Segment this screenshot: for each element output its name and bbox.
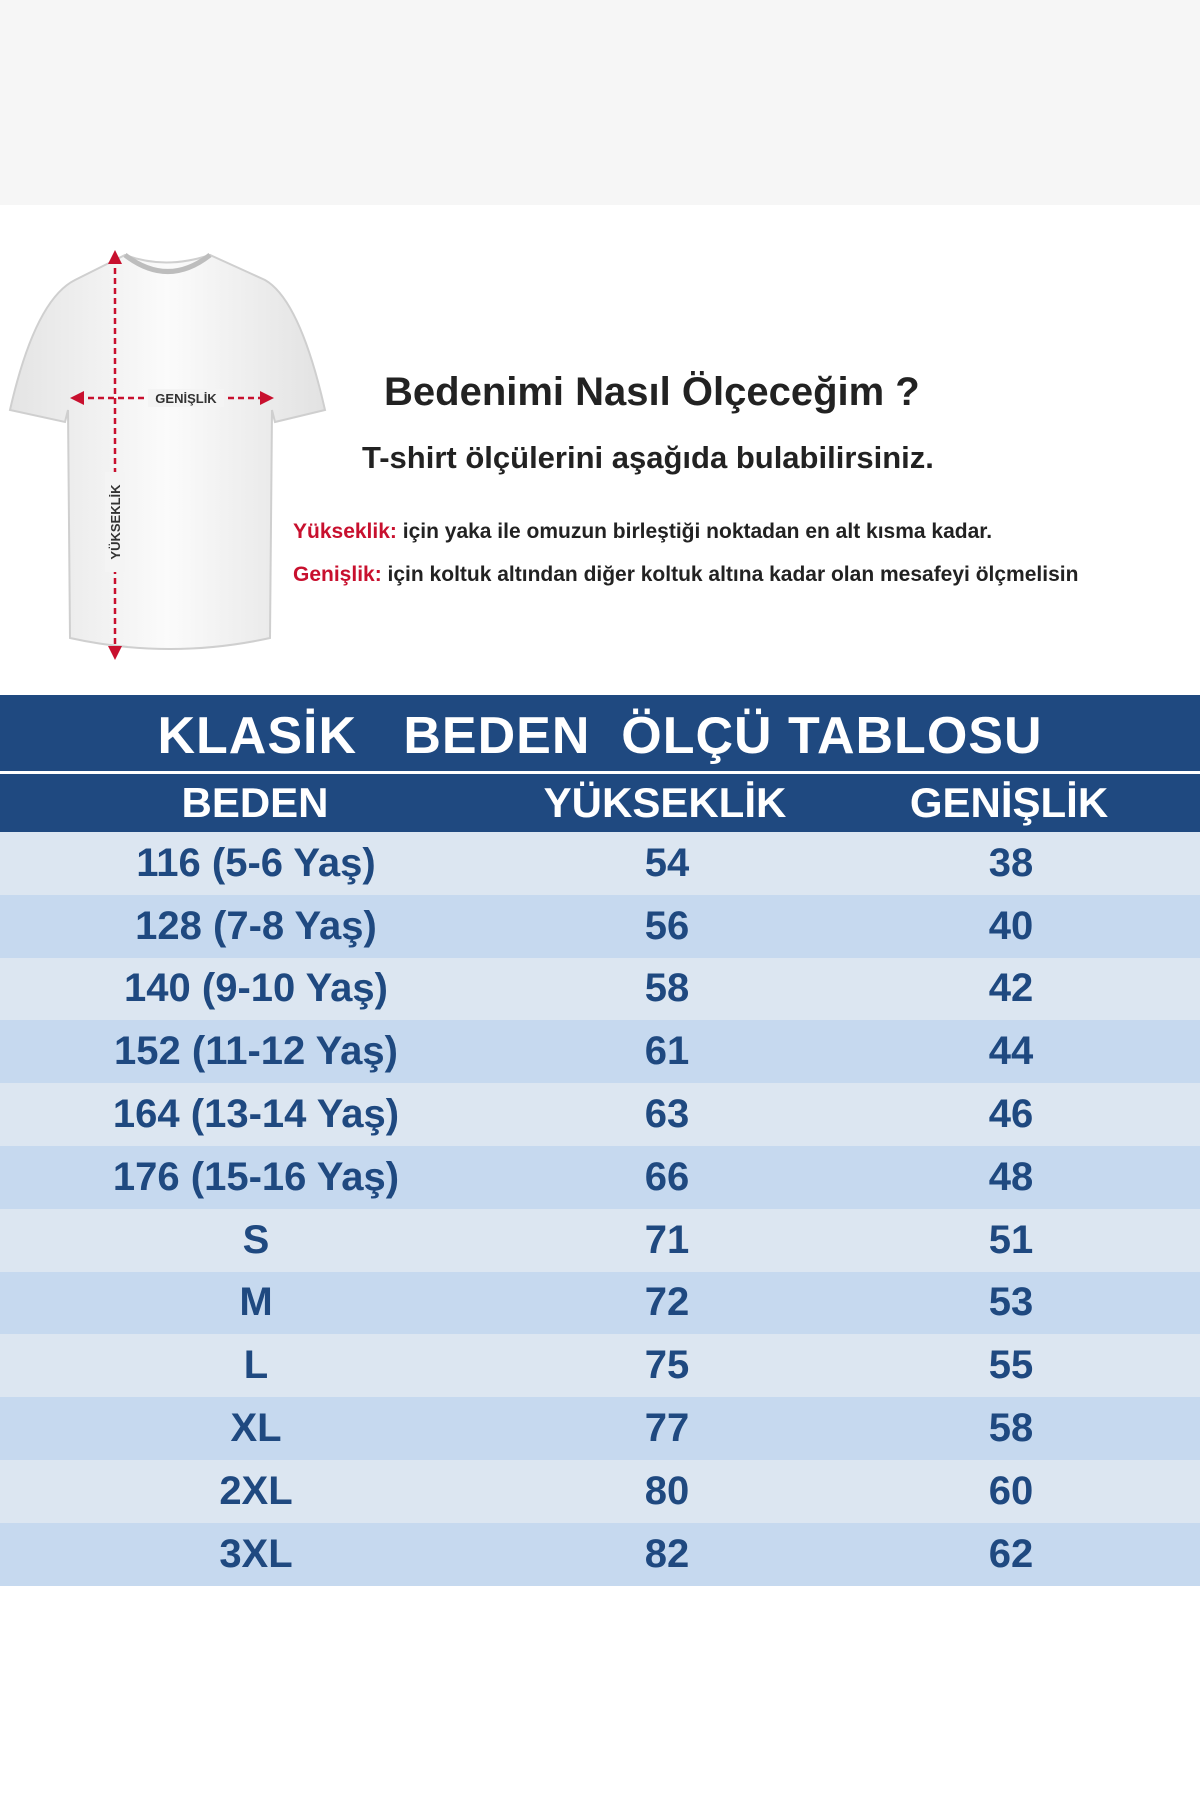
table-row xyxy=(0,1334,1200,1397)
cell-size: 2XL xyxy=(219,1468,293,1513)
table-header-row xyxy=(0,774,1200,832)
table-row xyxy=(0,832,1200,895)
cell-size: 176 (15-16 Yaş) xyxy=(112,1154,400,1199)
cell-height: 63 xyxy=(644,1092,690,1137)
table-row xyxy=(0,895,1200,958)
cell-width: 38 xyxy=(988,840,1034,885)
cell-size: 140 (9-10 Yaş) xyxy=(124,966,388,1011)
table-title: KLASİK BEDEN ÖLÇÜ TABLOSU xyxy=(0,695,1200,771)
cell-width: 40 xyxy=(988,903,1034,948)
cell-width: 42 xyxy=(988,966,1034,1011)
table-row xyxy=(0,1209,1200,1272)
header-width: GENİŞLİK xyxy=(909,779,1109,826)
width-instruction-text: için koltuk altından diğer koltuk altına kadar olan mesafeyi ölçmelisin xyxy=(387,563,1079,586)
top-background-band xyxy=(0,0,1200,205)
cell-height: 66 xyxy=(644,1154,690,1199)
table-row xyxy=(0,958,1200,1021)
intro-title: Bedenimi Nasıl Ölçeceğim ? xyxy=(384,370,920,414)
cell-height: 72 xyxy=(644,1280,690,1325)
tshirt-measure-diagram xyxy=(0,240,340,670)
tshirt-shape xyxy=(10,255,325,649)
cell-size: 164 (13-14 Yaş) xyxy=(112,1092,400,1137)
cell-size: XL xyxy=(230,1406,282,1451)
cell-size: L xyxy=(243,1343,269,1388)
cell-width: 55 xyxy=(988,1343,1034,1388)
cell-width: 53 xyxy=(988,1280,1034,1325)
cell-width: 46 xyxy=(988,1092,1034,1137)
table-row xyxy=(0,1523,1200,1586)
height-instruction xyxy=(293,520,992,544)
header-height: YÜKSEKLİK xyxy=(543,779,787,826)
cell-height: 77 xyxy=(644,1406,690,1451)
cell-size: 116 (5-6 Yaş) xyxy=(136,840,376,885)
cell-width: 62 xyxy=(988,1531,1034,1576)
table-row xyxy=(0,1460,1200,1523)
cell-size: 152 (11-12 Yaş) xyxy=(114,1029,398,1074)
width-instruction-key: Genişlik: xyxy=(293,563,382,586)
size-chart-table xyxy=(0,695,1200,1586)
height-instruction-text: için yaka ile omuzun birleştiği noktadan en alt kısma kadar. xyxy=(402,520,993,543)
height-instruction-key: Yükseklik: xyxy=(293,520,397,543)
cell-height: 54 xyxy=(644,840,690,885)
cell-size: 3XL xyxy=(219,1531,293,1576)
cell-size: M xyxy=(239,1280,273,1325)
tshirt-illustration xyxy=(0,240,340,670)
width-instruction xyxy=(293,563,1078,587)
cell-width: 44 xyxy=(988,1029,1034,1074)
table-row xyxy=(0,1020,1200,1083)
width-label: GENİŞLİK xyxy=(155,391,217,406)
cell-height: 80 xyxy=(644,1468,690,1513)
height-arrow-bottom xyxy=(108,646,122,660)
cell-height: 56 xyxy=(644,903,690,948)
height-label: YÜKSEKLİK xyxy=(108,484,123,560)
cell-width: 48 xyxy=(988,1154,1034,1199)
cell-width: 60 xyxy=(988,1468,1034,1513)
table-row xyxy=(0,1083,1200,1146)
table-row xyxy=(0,1397,1200,1460)
table-row xyxy=(0,1272,1200,1335)
header-size: BEDEN xyxy=(181,779,329,826)
cell-height: 58 xyxy=(644,966,690,1011)
cell-width: 51 xyxy=(988,1217,1034,1262)
cell-height: 75 xyxy=(644,1343,690,1388)
cell-size: 128 (7-8 Yaş) xyxy=(135,903,377,948)
cell-width: 58 xyxy=(988,1406,1034,1451)
intro-subtitle: T-shirt ölçülerini aşağıda bulabilirsiniz. xyxy=(362,440,934,475)
cell-height: 61 xyxy=(644,1029,690,1074)
cell-height: 71 xyxy=(644,1217,690,1262)
cell-height: 82 xyxy=(644,1531,690,1576)
table-row xyxy=(0,1146,1200,1209)
cell-size: S xyxy=(242,1217,270,1262)
